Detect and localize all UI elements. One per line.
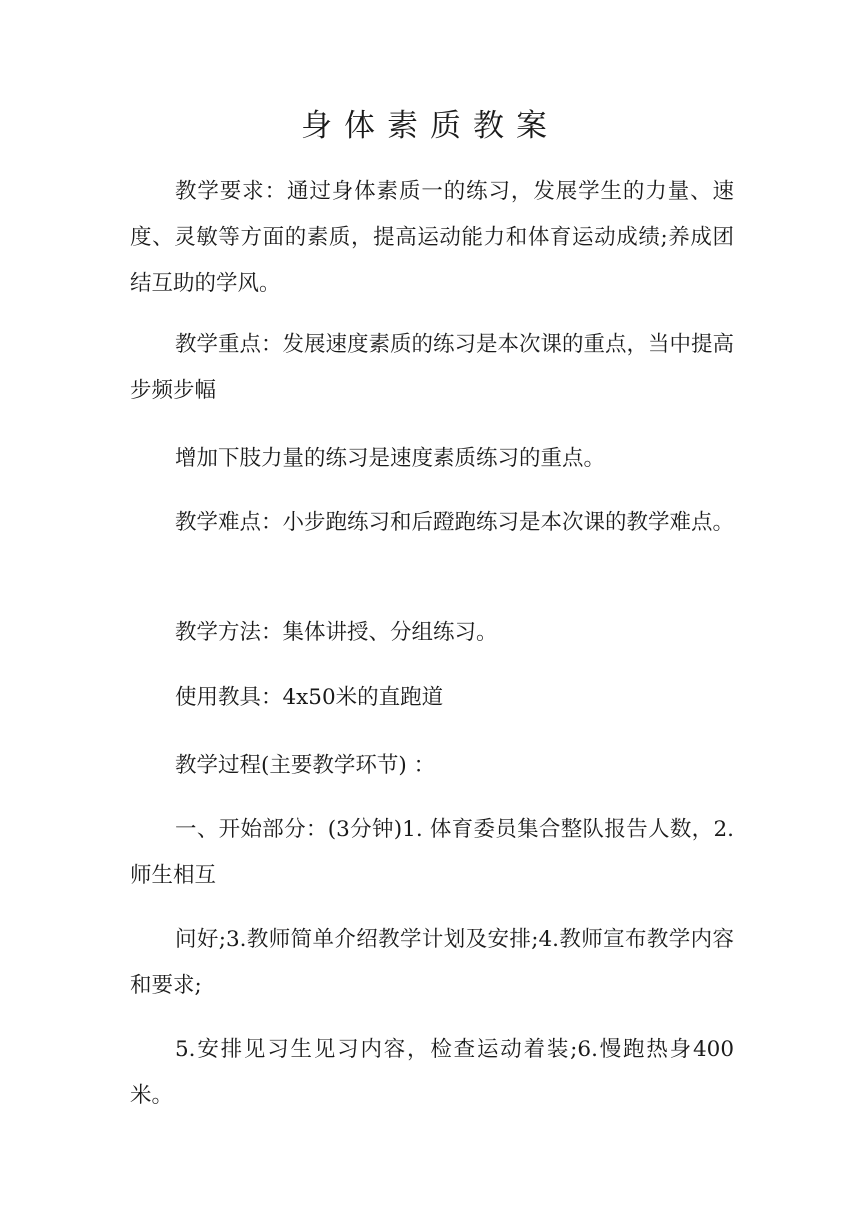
paragraph-teaching-focus: 教学重点：发展速度素质的练习是本次课的重点，当中提高步频步幅 [130,332,735,403]
paragraph-teaching-method: 教学方法：集体讲授、分组练习。 [175,620,498,645]
paragraph-warmup: 5.安排见习生见习内容，检查运动着装;6.慢跑热身400米。 [130,1037,734,1108]
document-title: 身体素质教案 [301,108,559,144]
paragraph-teaching-process: 教学过程(主要教学环节) ： [175,753,436,778]
paragraph-teaching-difficulty: 教学难点：小步跑练习和后蹬跑练习是本次课的教学难点。 [175,510,735,535]
paragraph-teaching-tools: 使用教具：4x50米的直跑道 [175,685,444,710]
paragraph-greeting: 问好;3.教师简单介绍教学计划及安排;4.教师宣布教学内容和要求; [130,927,734,998]
paragraph-lower-limb-strength: 增加下肢力量的练习是速度素质练习的重点。 [175,446,606,471]
paragraph-teaching-requirements: 教学要求：通过身体素质一的练习，发展学生的力量、速度、灵敏等方面的素质，提高运动能力和体育运动成绩;养成团结互助的学风。 [130,179,734,296]
paragraph-opening-part: 一、开始部分：(3分钟)1. 体育委员集合整队报告人数，2.师生相互 [130,817,734,888]
